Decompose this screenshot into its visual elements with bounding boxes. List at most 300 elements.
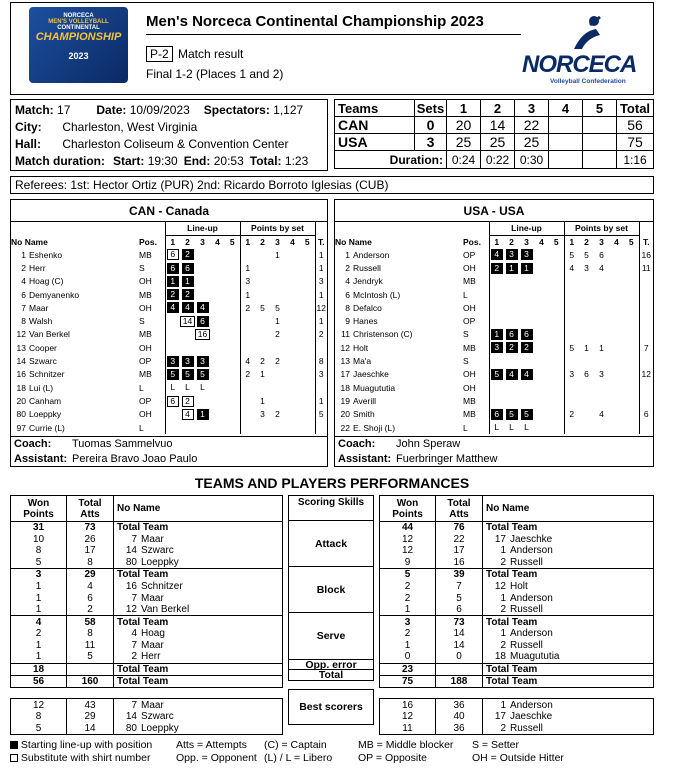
points-by-set — [285, 421, 300, 434]
player-name: Lui (L) — [29, 382, 54, 393]
perf-player-number: 1 — [500, 699, 506, 711]
perf-player-number: 1 — [500, 628, 506, 640]
perf-total-row — [380, 663, 654, 675]
player-position: OH — [139, 276, 152, 287]
perf-player-row — [11, 580, 283, 592]
date-label: Date: — [96, 103, 127, 117]
perf-player-name: Van Berkel — [141, 604, 190, 616]
perf-player-number: 80 — [125, 557, 137, 569]
substitute-number: 14 — [180, 316, 195, 327]
lineup-cell — [210, 354, 225, 367]
points-by-set — [285, 394, 300, 407]
won-points: 5 — [11, 557, 67, 569]
lineup-cell — [504, 381, 519, 394]
perf-no-name — [114, 639, 283, 651]
roster-table — [11, 222, 327, 434]
perf-no-name — [483, 663, 654, 675]
points-by-set — [564, 314, 579, 327]
lineup-cell — [549, 341, 564, 354]
points-by-set — [285, 314, 300, 327]
player-number: 4 — [345, 276, 350, 287]
score-set4 — [549, 134, 583, 151]
lineup-cell — [210, 381, 225, 394]
best-scorer-row — [11, 711, 283, 723]
total-atts: 39 — [436, 569, 483, 581]
perf-player-number: 16 — [125, 580, 137, 592]
player-row — [335, 301, 653, 314]
points-by-set: 1 — [240, 288, 255, 301]
perf-player-row — [11, 628, 283, 640]
score-set5 — [583, 117, 617, 134]
player-number: 13 — [340, 356, 350, 367]
perf-no-name — [483, 711, 654, 723]
perf-player-name: Anderson — [510, 699, 553, 711]
lineup-cell — [504, 314, 519, 327]
player-name: McIntosh (L) — [353, 289, 401, 300]
points-by-set — [609, 328, 624, 341]
player-row — [335, 275, 653, 288]
lineup-cell — [225, 275, 240, 288]
points-by-set: 3 — [584, 262, 589, 273]
lineup-cell — [225, 354, 240, 367]
points-by-set — [609, 341, 624, 354]
points-by-set — [624, 288, 639, 301]
perf-player-row — [380, 545, 654, 557]
total-atts: 16 — [436, 557, 483, 569]
perf-total-row — [380, 522, 654, 534]
player-total: 11 — [639, 261, 653, 274]
won-points: 1 — [11, 651, 67, 663]
points-by-set — [624, 261, 639, 274]
total-atts: 11 — [67, 639, 114, 651]
points-by-set — [270, 381, 285, 394]
lineup-cell — [489, 261, 504, 274]
col-no-name: No Name — [11, 236, 48, 247]
points-by-set — [609, 288, 624, 301]
player-total — [315, 421, 327, 434]
perf-player-name: Total Team — [486, 522, 538, 534]
points-by-set: 1 — [275, 316, 280, 327]
won-points: 56 — [11, 675, 67, 687]
points-by-set — [624, 248, 639, 261]
player-total: 3 — [315, 368, 327, 381]
lineup-cell — [210, 248, 225, 261]
player-row — [11, 248, 327, 261]
legend-col-4 — [358, 739, 453, 765]
lineup-cell — [489, 381, 504, 394]
perf-player-name: Maar — [141, 639, 164, 651]
player-position: S — [463, 329, 469, 340]
perf-player-name: Szwarc — [141, 711, 174, 723]
points-by-set — [270, 368, 285, 381]
player-name: Smith — [353, 409, 375, 420]
won-points: 1 — [380, 639, 436, 651]
player-name: Holt — [353, 342, 369, 353]
player-total — [639, 381, 653, 394]
lineup-cell — [180, 328, 195, 341]
total-atts: 17 — [67, 545, 114, 557]
lineup-cell — [549, 368, 564, 381]
lineup-cell — [519, 368, 534, 381]
perf-no-name — [483, 604, 654, 616]
total-atts: 8 — [67, 628, 114, 640]
points-by-set — [240, 394, 255, 407]
won-points: 11 — [380, 722, 436, 734]
starting-position: 6 — [491, 409, 503, 420]
perf-player-name: Loeppky — [141, 722, 179, 734]
points-by-set — [285, 381, 300, 394]
lineup-cell — [225, 341, 240, 354]
perf-player-row — [380, 557, 654, 569]
player-number: 17 — [340, 369, 350, 380]
points-by-set — [285, 275, 300, 288]
points-by-set — [609, 314, 624, 327]
player-position: MB — [139, 249, 152, 260]
player-no-name — [335, 248, 463, 261]
points-by-set — [609, 394, 624, 407]
lineup-cell — [210, 261, 225, 274]
lineup-cell — [504, 275, 519, 288]
player-name: Averill — [353, 395, 376, 406]
won-points: 12 — [11, 699, 67, 711]
lineup-cell — [489, 408, 504, 421]
won-points: 12 — [380, 711, 436, 723]
perf-player-row — [11, 639, 283, 651]
player-no-name — [11, 421, 139, 434]
player-row — [11, 368, 327, 381]
points-by-set: 3 — [260, 409, 265, 420]
legend-text: (L) / L = Libero — [264, 752, 333, 764]
legend-text: Starting line-up with position — [20, 739, 153, 751]
points-by-set — [255, 314, 270, 327]
doc-label: Match result — [178, 47, 244, 61]
total-atts: 2 — [67, 604, 114, 616]
won-points: 3 — [380, 616, 436, 628]
starting-position: 5 — [491, 369, 503, 380]
starting-position: 2 — [491, 263, 503, 274]
score-header-set2: 2 — [481, 100, 515, 117]
score-row-can — [335, 117, 654, 134]
coach-label: Coach: — [338, 438, 376, 450]
perf-no-name — [114, 569, 283, 581]
total-atts: 40 — [436, 711, 483, 723]
player-row — [335, 288, 653, 301]
lineup-cell — [519, 261, 534, 274]
player-no-name — [11, 248, 139, 261]
lineup-cell — [519, 301, 534, 314]
won-points: 9 — [380, 557, 436, 569]
perf-player-number: 2 — [131, 651, 137, 663]
lineup-cell — [489, 301, 504, 314]
col-lu-4: 4 — [539, 236, 544, 247]
points-by-set — [255, 421, 270, 434]
perf-total-row — [11, 522, 283, 534]
points-by-set: 6 — [584, 369, 589, 380]
points-by-set — [300, 354, 315, 367]
lineup-cell — [195, 301, 210, 314]
points-by-set: 2 — [275, 409, 280, 420]
lineup-cell — [210, 314, 225, 327]
points-by-set — [609, 408, 624, 421]
player-position: OP — [463, 316, 476, 327]
points-by-set — [300, 301, 315, 314]
player-number: 1 — [345, 249, 350, 260]
points-by-set — [594, 301, 609, 314]
player-position: MB — [139, 329, 152, 340]
col-pts-1: 1 — [564, 235, 579, 248]
points-by-set — [240, 248, 255, 261]
best-scorer-row — [380, 722, 654, 734]
points-by-set — [300, 394, 315, 407]
lineup-cell — [489, 421, 504, 434]
lineup-cell — [225, 288, 240, 301]
player-total: 12 — [316, 302, 326, 313]
lineup-cell — [225, 301, 240, 314]
perf-player-row — [11, 533, 283, 545]
lineup-cell — [504, 368, 519, 381]
points-by-set — [300, 408, 315, 421]
perf-no-name — [114, 557, 283, 569]
player-position: OH — [139, 409, 152, 420]
referees: Referees: 1st: Hector Ortiz (PUR) 2nd: Ricardo Borroto Iglesias (CUB) — [10, 176, 654, 194]
player-row — [335, 328, 653, 341]
start-label: Start: — [113, 154, 145, 168]
perf-player-number: 80 — [125, 722, 137, 734]
col-lu-4: 4 — [215, 236, 220, 247]
lineup-cell — [534, 421, 549, 434]
points-by-set — [624, 354, 639, 367]
score-header-total: Total — [617, 100, 654, 117]
subtitle: Final 1-2 (Places 1 and 2) — [146, 67, 284, 81]
player-row — [335, 341, 653, 354]
points-by-set — [255, 341, 270, 354]
perf-no-name — [483, 722, 654, 734]
lineup-cell — [165, 368, 180, 381]
starting-position: 5 — [506, 409, 518, 420]
player-no-name — [335, 288, 463, 301]
end-label: End: — [183, 154, 211, 168]
player-name: E. Shoji (L) — [353, 422, 396, 433]
player-row — [335, 381, 653, 394]
player-position: OH — [463, 262, 476, 273]
score-header-set3: 3 — [515, 100, 549, 117]
player-no-name — [335, 328, 463, 341]
coach-name: Tuomas Sammelvuo — [72, 438, 173, 450]
points-by-set — [285, 341, 300, 354]
lineup-cell — [549, 381, 564, 394]
col-lu-1: 1 — [165, 235, 180, 248]
won-points: 75 — [380, 675, 436, 687]
player-total: 1 — [315, 314, 327, 327]
col-lu-5: 5 — [553, 236, 559, 247]
starting-position: 5 — [167, 369, 179, 380]
perf-player-name: Muagututia — [510, 651, 560, 663]
total-atts: 26 — [67, 533, 114, 545]
perf-player-number: 7 — [131, 592, 137, 604]
col-pos: Pos. — [139, 236, 157, 247]
points-by-set: 4 — [599, 262, 604, 273]
page-title: Men's Norceca Continental Championship 2023 — [146, 13, 484, 30]
lineup-cell — [489, 394, 504, 407]
perf-player-name: Hoag — [141, 628, 165, 640]
player-number: 7 — [21, 302, 26, 313]
perf-no-name — [114, 699, 283, 711]
lineup-cell — [489, 354, 504, 367]
starting-position: 6 — [197, 316, 209, 327]
col-no-name: No Name — [335, 236, 372, 247]
points-by-set — [594, 288, 609, 301]
col-lu-2: 2 — [185, 236, 190, 247]
points-by-set — [594, 314, 609, 327]
points-by-set — [624, 314, 639, 327]
player-no-name — [11, 261, 139, 274]
player-row — [335, 408, 653, 421]
starting-position: 1 — [506, 263, 518, 274]
col-pts-5: 5 — [628, 236, 634, 247]
player-position: MB — [139, 289, 152, 300]
lineup-cell — [504, 301, 519, 314]
libero-mark: L — [524, 422, 529, 433]
perf-right — [379, 495, 654, 735]
perf-player-name: Total Team — [117, 569, 169, 581]
points-by-set — [240, 421, 255, 434]
perf-total-row — [11, 616, 283, 628]
points-by-set: 5 — [584, 249, 589, 260]
perf-no-name — [114, 580, 283, 592]
title-underline — [146, 34, 521, 35]
total-atts: 76 — [436, 522, 483, 534]
perf-no-name — [114, 722, 283, 734]
points-by-set — [579, 328, 594, 341]
score-set3: 25 — [515, 134, 549, 151]
total-atts: 14 — [67, 722, 114, 734]
lineup-cell — [210, 328, 225, 341]
points-by-set — [609, 421, 624, 434]
match-label: Match: — [15, 103, 54, 117]
won-points: 23 — [380, 663, 436, 675]
player-total — [639, 314, 653, 327]
match-row-3 — [15, 136, 323, 153]
starting-position: 3 — [491, 342, 503, 353]
player-no-name — [11, 275, 139, 288]
lineup-cell — [489, 368, 504, 381]
lineup-cell — [534, 288, 549, 301]
total-atts-header: Total Atts — [67, 496, 114, 522]
logo-line-1: NORCECA — [63, 13, 94, 19]
player-no-name — [11, 368, 139, 381]
score-table — [334, 99, 654, 169]
points-by-set — [594, 328, 609, 341]
perf-player-number: 12 — [125, 604, 137, 616]
lineup-cell — [165, 341, 180, 354]
lineup-cell — [180, 314, 195, 327]
won-points: 4 — [11, 616, 67, 628]
starting-position: 5 — [521, 409, 533, 420]
perf-player-name: Total Team — [486, 675, 538, 687]
perf-total-row — [11, 675, 283, 687]
best-scorers-label: Best scorers — [288, 689, 374, 724]
lineup-cell — [489, 314, 504, 327]
player-position: OP — [139, 395, 152, 406]
lineup-cell — [165, 275, 180, 288]
perf-no-name — [483, 639, 654, 651]
player-position: OH — [139, 342, 152, 353]
lineup-cell — [534, 408, 549, 421]
points-by-set — [564, 301, 579, 314]
volleyball-player-icon — [570, 15, 606, 51]
score-set3: 22 — [515, 117, 549, 134]
match-row-1 — [15, 102, 323, 119]
lineup-cell — [519, 394, 534, 407]
points-by-set: 5 — [564, 248, 579, 261]
skill-label: Opp. error — [288, 659, 374, 671]
player-position: S — [463, 356, 469, 367]
col-pts-3: 3 — [275, 236, 280, 247]
points-by-set — [609, 248, 624, 261]
skill-label: Total — [288, 669, 374, 681]
col-lu-1: 1 — [489, 235, 504, 248]
lineup-cell — [225, 381, 240, 394]
player-position: MB — [139, 369, 152, 380]
starting-position: 6 — [521, 329, 533, 340]
points-by-set — [285, 354, 300, 367]
libero-mark: L — [200, 382, 205, 393]
starting-position: 3 — [197, 356, 209, 367]
spectators-label: Spectators: — [203, 103, 270, 117]
player-number: 8 — [21, 316, 26, 327]
player-row — [335, 421, 653, 434]
score-header-sets: Sets — [415, 100, 447, 117]
points-by-set: 5 — [564, 341, 579, 354]
points-by-set — [285, 288, 300, 301]
player-no-name — [11, 314, 139, 327]
lineup-cell — [180, 408, 195, 421]
player-position: L — [139, 422, 144, 433]
score-header-set5: 5 — [583, 100, 617, 117]
points-by-set: 2 — [240, 368, 255, 381]
points-by-set — [579, 301, 594, 314]
perf-left — [10, 495, 283, 735]
lineup-cell — [534, 354, 549, 367]
perf-player-number: 2 — [500, 639, 506, 651]
player-row — [11, 261, 327, 274]
lineup-cell — [549, 394, 564, 407]
perf-player-number: 4 — [131, 628, 137, 640]
perf-player-number: 7 — [131, 639, 137, 651]
perf-no-name — [483, 545, 654, 557]
player-number: 19 — [340, 395, 350, 406]
lineup-cell — [549, 354, 564, 367]
col-lu-3: 3 — [524, 236, 529, 247]
duration-label: Duration: — [335, 151, 447, 169]
points-by-set: 3 — [240, 275, 255, 288]
player-row — [11, 275, 327, 288]
no-name-header: No Name — [114, 496, 283, 522]
lineup-cell — [549, 328, 564, 341]
player-number: 80 — [16, 409, 26, 420]
points-by-set — [300, 248, 315, 261]
won-points: 2 — [11, 628, 67, 640]
score-header-row — [335, 100, 654, 117]
perf-skills — [288, 495, 374, 725]
won-points: 10 — [11, 533, 67, 545]
lineup-cell — [534, 381, 549, 394]
player-total: 2 — [315, 328, 327, 341]
points-by-set — [609, 368, 624, 381]
points-by-set — [564, 421, 579, 434]
player-no-name — [335, 354, 463, 367]
points-by-set — [579, 421, 594, 434]
